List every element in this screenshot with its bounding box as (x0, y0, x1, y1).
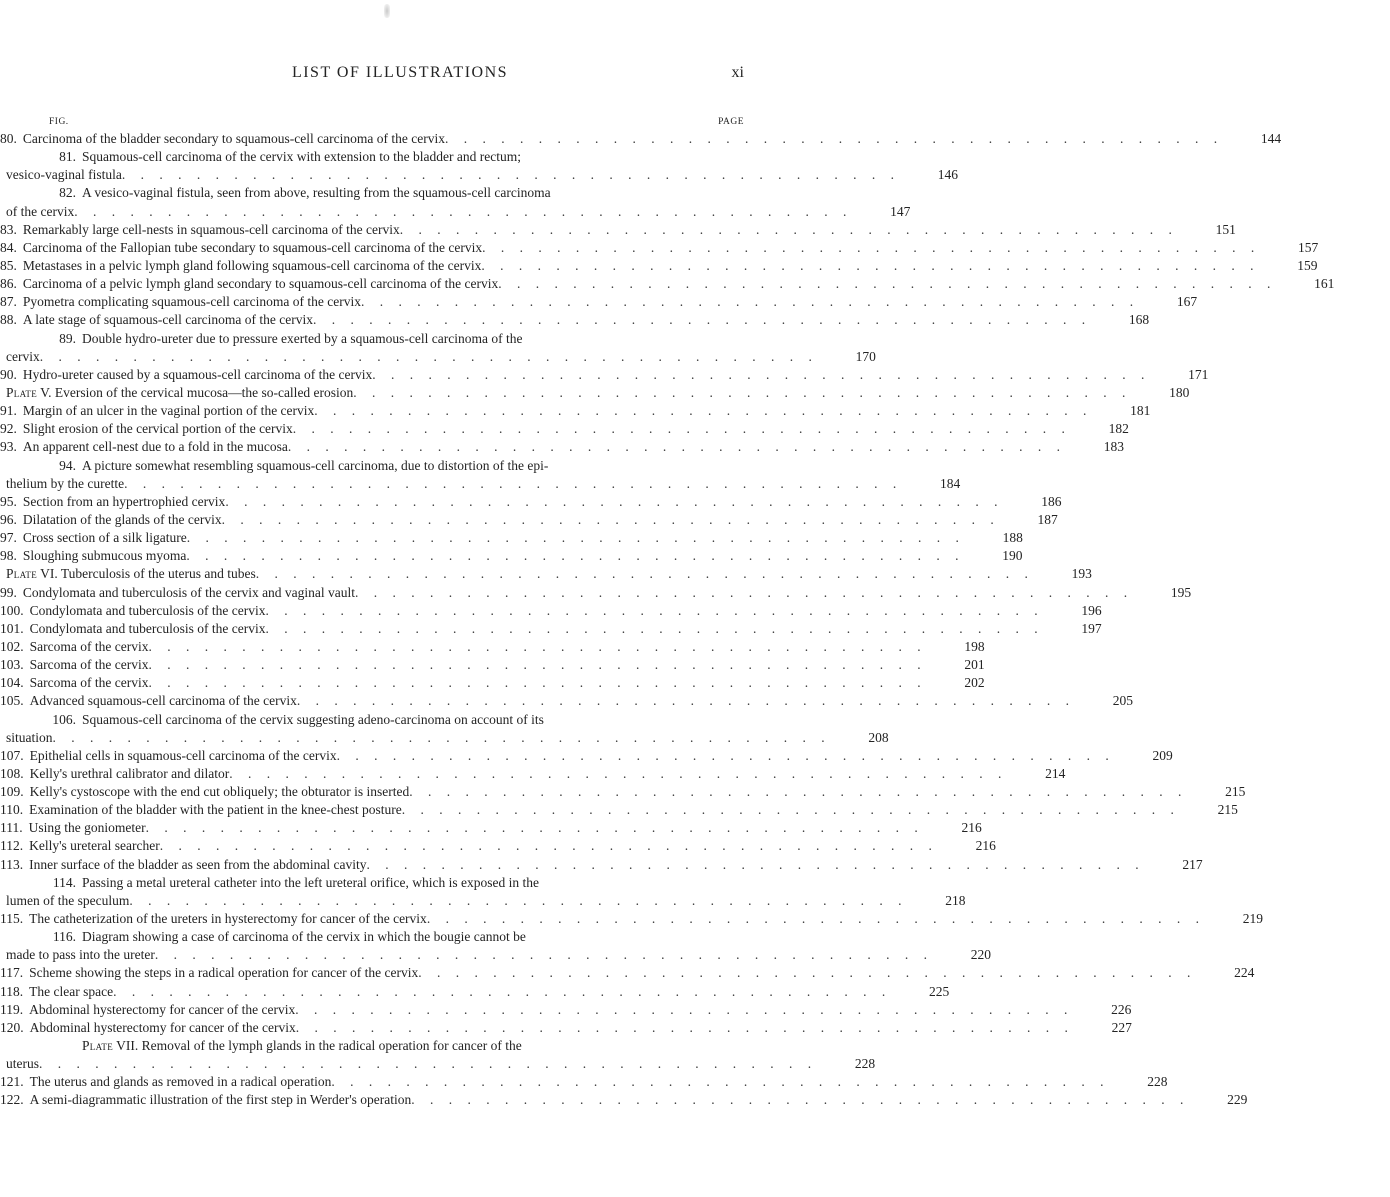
dot-leader: . . . . . . . . . . . . . . . . . . . . . . . . . . . . . . . . . . . . . . . . . . (121, 167, 900, 183)
figure-number: 84. (0, 239, 17, 255)
page-reference: 146 (937, 167, 958, 183)
dot-leader: . . . . . . . . . . . . . . . . . . . . . . . . . . . . . . . . . . . . . . . . . . (129, 892, 908, 908)
dot-leader: . . . . . . . . . . . . . . . . . . . . . . . . . . . . . . . . . . . . . . . . . . (265, 620, 1044, 636)
page-title: LIST OF ILLUSTRATIONS (291, 64, 509, 81)
figure-number: 111. (0, 820, 23, 836)
list-item (0, 402, 1151, 420)
figure-caption: Metastases in a pelvic lymph gland following squamous-cell carcinoma of the cervix (22, 257, 482, 273)
list-item (0, 475, 961, 493)
dot-leader: . . . . . . . . . . . . . . . . . . . . . . . . . . . . . . . . . . . . . . . . . . (229, 765, 1008, 781)
figure-caption: Pyometra complicating squamous-cell carcinoma of the cervix (22, 294, 362, 310)
list-item (0, 275, 1335, 293)
figure-caption: Sloughing submucous myoma (22, 548, 187, 564)
figure-caption: Sarcoma of the cervix (29, 675, 149, 691)
dot-leader: . . . . . . . . . . . . . . . . . . . . . . . . . . . . . . . . . . . . . . . . . . (145, 820, 924, 836)
figure-caption: situation (6, 729, 53, 745)
page-reference: 202 (964, 675, 985, 691)
figure-number: 82. (59, 185, 76, 201)
page-reference: 219 (1242, 911, 1263, 927)
list-item (0, 457, 800, 475)
list-item (0, 547, 1023, 565)
page-reference: 228 (854, 1056, 876, 1072)
list-item (0, 529, 1023, 547)
figure-caption: Abdominal hysterectomy for cancer of the cervix (29, 1001, 296, 1017)
page-reference: 215 (1225, 784, 1246, 800)
figure-number: 89. (59, 330, 76, 346)
page-reference: 151 (1215, 221, 1236, 237)
figure-number: 105. (0, 693, 24, 709)
figure-number: 83. (0, 221, 17, 237)
figure-number: 91. (0, 403, 17, 419)
dot-leader: . . . . . . . . . . . . . . . . . . . . . . . . . . . . . . . . . . . . . . . . . . (444, 131, 1224, 146)
figure-number: 86. (0, 276, 17, 292)
dot-leader: . . . . . . . . . . . . . . . . . . . . . . . . . . . . . . . . . . . . . . . . . . (355, 584, 1134, 600)
page-reference: 201 (964, 657, 985, 673)
list-item (0, 584, 1192, 602)
dot-leader: . . . . . . . . . . . . . . . . . . . . . . . . . . . . . . . . . . . . . . . . . . (186, 548, 965, 564)
dot-leader: . . . . . . . . . . . . . . . . . . . . . . . . . . . . . . . . . . . . . . . . . . (296, 693, 1076, 709)
figure-caption: Carcinoma of a pelvic lymph gland secondary to squamous-cell carcinoma of the cervix (22, 276, 499, 292)
page-reference: 217 (1182, 856, 1203, 872)
list-item (0, 311, 1150, 329)
list-item (0, 620, 1102, 638)
figure-caption: Double hydro-ureter due to pressure exerted by a squamous-cell carcinoma of the (82, 330, 523, 346)
figure-caption: Passing a metal ureteral catheter into the left ureteral orifice, which is exposed in the (82, 874, 539, 890)
list-item (0, 874, 800, 892)
list-item (0, 366, 1209, 384)
page-reference: 197 (1081, 620, 1102, 636)
dot-leader: . . . . . . . . . . . . . . . . . . . . . . . . . . . . . . . . . . . . . . . . . . (295, 1019, 1074, 1035)
page-reference: 196 (1081, 602, 1102, 618)
figure-caption: Examination of the bladder with the patient in the knee-chest posture (29, 802, 402, 818)
dot-leader: . . . . . . . . . . . . . . . . . . . . . . . . . . . . . . . . . . . . . . . . . . (481, 257, 1260, 273)
figure-number: 108. (0, 765, 24, 781)
list-item (0, 837, 996, 855)
figure-number: 107. (0, 747, 24, 763)
list-item (0, 239, 1319, 257)
figure-caption: Kelly's cystoscope with the end cut obliquely; the obturator is inserted (29, 784, 410, 800)
page-reference: 225 (928, 983, 950, 999)
figure-number: 92. (0, 421, 17, 437)
figure-caption: Inner surface of the bladder as seen from the abdominal cavity (29, 856, 367, 872)
figure-number: 119. (0, 1001, 24, 1017)
figure-caption: Dilatation of the glands of the cervix (22, 511, 222, 527)
page-reference: 227 (1111, 1019, 1132, 1035)
dot-leader: . . . . . . . . . . . . . . . . . . . . . . . . . . . . . . . . . . . . . . . . . . (418, 965, 1197, 981)
list-item (0, 565, 1092, 583)
page-reference: 190 (1002, 548, 1023, 564)
page-reference: 188 (1002, 530, 1023, 546)
figure-number: 113. (0, 856, 24, 872)
figure-caption: Sarcoma of the cervix (29, 657, 149, 673)
figure-caption: vesico-vaginal fistula (6, 167, 122, 183)
dot-leader: . . . . . . . . . . . . . . . . . . . . . . . . . . . . . . . . . . . . . . . . . . (331, 1074, 1110, 1090)
page-reference: 182 (1108, 421, 1129, 437)
figure-number: 95. (0, 493, 17, 509)
page-reference: 228 (1147, 1074, 1168, 1090)
list-item (0, 1019, 1132, 1037)
page-reference: 193 (1071, 566, 1092, 582)
figure-number: 100. (0, 602, 24, 618)
page-reference: 161 (1314, 276, 1335, 292)
list-item (0, 692, 1134, 710)
figure-caption: Cross section of a silk ligature (22, 530, 187, 546)
figure-number: 114. (52, 874, 76, 890)
figure-caption: A picture somewhat resembling squamous-cell carcinoma, due to distortion of the epi- (82, 457, 549, 473)
page-reference: 229 (1227, 1092, 1248, 1108)
figure-number: 122. (0, 1092, 24, 1108)
dot-leader: . . . . . . . . . . . . . . . . . . . . . . . . . . . . . . . . . . . . . . . . . . (399, 221, 1178, 237)
list-item (0, 964, 1255, 982)
figure-number: 101. (0, 620, 24, 636)
figure-caption: Kelly's ureteral searcher (29, 838, 160, 854)
figure-number: 109. (0, 784, 24, 800)
list-item (0, 602, 1102, 620)
list-item (0, 384, 1190, 402)
figure-number: 117. (0, 965, 24, 981)
list-item (0, 801, 1238, 819)
dot-leader: . . . . . . . . . . . . . . . . . . . . . . . . . . . . . . . . . . . . . . . . . . (148, 638, 927, 654)
dot-leader: . . . . . . . . . . . . . . . . . . . . . . . . . . . . . . . . . . . . . . . . . . (287, 439, 1067, 455)
figure-number: 115. (0, 911, 24, 927)
page-reference: 144 (1260, 131, 1282, 146)
dot-leader: . . . . . . . . . . . . . . . . . . . . . . . . . . . . . . . . . . . . . . . . . . (366, 856, 1145, 872)
figure-caption: Carcinoma of the Fallopian tube secondary to squamous-cell carcinoma of the cervix (22, 239, 483, 255)
figure-caption: lumen of the speculum (6, 892, 130, 908)
figure-caption: Plate VI. Tuberculosis of the uterus and tubes (6, 566, 256, 582)
figure-caption: Epithelial cells in squamous-cell carcinoma of the cervix (29, 747, 337, 763)
list-item (0, 348, 876, 366)
dot-leader: . . . . . . . . . . . . . . . . . . . . . . . . . . . . . . . . . . . . . . . . . . (353, 384, 1132, 400)
figure-caption: of the cervix (6, 203, 75, 219)
page-reference: 209 (1152, 747, 1173, 763)
figure-caption: Abdominal hysterectomy for cancer of the cervix (29, 1019, 296, 1035)
figure-caption: Section from an hypertrophied cervix (22, 493, 226, 509)
list-item (0, 656, 985, 674)
page-reference: 171 (1188, 366, 1209, 382)
dot-leader: . . . . . . . . . . . . . . . . . . . . . . . . . . . . . . . . . . . . . . . . . . (113, 983, 892, 999)
figure-number: 112. (0, 838, 24, 854)
dot-leader: . . . . . . . . . . . . . . . . . . . . . . . . . . . . . . . . . . . . . . . . . . (124, 475, 903, 491)
dot-leader: . . . . . . . . . . . . . . . . . . . . . . . . . . . . . . . . . . . . . . . . . . (314, 403, 1093, 419)
list-item (0, 293, 1198, 311)
list-item (0, 493, 1062, 511)
figure-caption: The clear space (29, 983, 114, 999)
dot-leader: . . . . . . . . . . . . . . . . . . . . . . . . . . . . . . . . . . . . . . . . . . (336, 747, 1115, 763)
dot-leader: . . . . . . . . . . . . . . . . . . . . . . . . . . . . . . . . . . . . . . . . . . (74, 203, 853, 219)
list-item (0, 1055, 876, 1073)
list-item (0, 1091, 1248, 1109)
page-reference: 147 (890, 203, 911, 219)
dot-leader: . . . . . . . . . . . . . . . . . . . . . . . . . . . . . . . . . . . . . . . . . . (39, 348, 818, 364)
page-reference: 181 (1130, 403, 1151, 419)
figure-number: 93. (0, 439, 17, 455)
page-reference: 216 (961, 820, 982, 836)
list-item (0, 856, 1203, 874)
figure-caption: Condylomata and tuberculosis of the cervix (29, 620, 266, 636)
figure-caption: Condylomata and tuberculosis of the cervix (29, 602, 266, 618)
list-item (0, 946, 991, 964)
list-item (0, 928, 800, 946)
dot-leader: . . . . . . . . . . . . . . . . . . . . . . . . . . . . . . . . . . . . . . . . . . (498, 276, 1277, 292)
list-item (0, 638, 985, 656)
list-item (0, 747, 1173, 765)
list-item (0, 892, 966, 910)
illustration-list (0, 130, 1335, 1110)
figure-caption: cervix (6, 348, 40, 364)
figure-number: 81. (59, 149, 76, 165)
figure-caption: Margin of an ulcer in the vaginal portion of the cervix (22, 403, 315, 419)
dot-leader: . . . . . . . . . . . . . . . . . . . . . . . . . . . . . . . . . . . . . . . . . . (148, 657, 927, 673)
figure-caption: Kelly's urethral calibrator and dilator (29, 765, 230, 781)
figure-number: 96. (0, 511, 17, 527)
figure-caption: Using the goniometer (28, 820, 146, 836)
page-reference: 220 (970, 947, 991, 963)
page-reference: 187 (1037, 511, 1058, 527)
dot-leader: . . . . . . . . . . . . . . . . . . . . . . . . . . . . . . . . . . . . . . . . . . (411, 1092, 1190, 1108)
figure-number: 118. (0, 983, 24, 999)
figure-number: 103. (0, 657, 24, 673)
figure-number: 97. (0, 530, 17, 546)
list-item (0, 511, 1058, 529)
list-item (0, 420, 1129, 438)
list-item (0, 166, 958, 184)
figure-number: 110. (0, 802, 24, 818)
dot-leader: . . . . . . . . . . . . . . . . . . . . . . . . . . . . . . . . . . . . . . . . . . (186, 530, 965, 546)
figure-caption: A vesico-vaginal fistula, seen from above, resulting from the squamous-cell carcinoma (82, 185, 551, 201)
page-reference: 205 (1112, 693, 1134, 709)
dot-leader: . . . . . . . . . . . . . . . . . . . . . . . . . . . . . . . . . . . . . . . . . . (401, 802, 1180, 818)
figure-caption: Scheme showing the steps in a radical operation for cancer of the cervix (29, 965, 419, 981)
page-reference: 167 (1176, 294, 1198, 310)
dot-leader: . . . . . . . . . . . . . . . . . . . . . . . . . . . . . . . . . . . . . . . . . . (361, 294, 1140, 310)
page-reference: 157 (1297, 239, 1319, 255)
figure-caption: Slight erosion of the cervical portion of the cervix (22, 421, 293, 437)
figure-caption: Squamous-cell carcinoma of the cervix suggesting adeno-carcinoma on account of its (82, 711, 544, 727)
figure-caption: uterus (6, 1056, 39, 1072)
figure-number: 85. (0, 257, 17, 273)
dot-leader: . . . . . . . . . . . . . . . . . . . . . . . . . . . . . . . . . . . . . . . . . . (313, 312, 1092, 328)
list-item (0, 184, 800, 202)
dot-leader: . . . . . . . . . . . . . . . . . . . . . . . . . . . . . . . . . . . . . . . . . . (426, 911, 1205, 927)
page-reference: 186 (1041, 493, 1062, 509)
dot-leader: . . . . . . . . . . . . . . . . . . . . . . . . . . . . . . . . . . . . . . . . . . (225, 493, 1004, 509)
figure-number: 94. (59, 457, 76, 473)
page-reference: 184 (939, 475, 961, 491)
figure-number: 120. (0, 1019, 24, 1035)
figure-caption: Carcinoma of the bladder secondary to squamous-cell carcinoma of the cervix (22, 131, 445, 146)
list-item (0, 910, 1263, 928)
column-header-fig: FIG. (49, 117, 69, 127)
figure-caption: Advanced squamous-cell carcinoma of the cervix (29, 693, 297, 709)
dot-leader: . . . . . . . . . . . . . . . . . . . . . . . . . . . . . . . . . . . . . . . . . . (154, 947, 933, 963)
figure-caption: Plate VII. Removal of the lymph glands in the radical operation for cancer of the (82, 1038, 522, 1054)
figure-caption: thelium by the curette (6, 475, 125, 491)
figure-caption: Plate V. Eversion of the cervical mucosa—the so-called erosion (6, 384, 354, 400)
figure-caption: A semi-diagrammatic illustration of the first step in Werder's operation (29, 1092, 412, 1108)
dot-leader: . . . . . . . . . . . . . . . . . . . . . . . . . . . . . . . . . . . . . . . . . . (255, 566, 1034, 582)
list-item (0, 221, 1236, 239)
page-reference: 195 (1170, 584, 1192, 600)
page-mark (384, 4, 390, 18)
dot-leader: . . . . . . . . . . . . . . . . . . . . . . . . . . . . . . . . . . . . . . . . . . (372, 366, 1151, 382)
list-item (0, 203, 911, 221)
dot-leader: . . . . . . . . . . . . . . . . . . . . . . . . . . . . . . . . . . . . . . . . . . (292, 421, 1071, 437)
list-item (0, 983, 950, 1001)
list-item (0, 1037, 800, 1055)
dot-leader: . . . . . . . . . . . . . . . . . . . . . . . . . . . . . . . . . . . . . . . . . . (265, 602, 1044, 618)
figure-number: 98. (0, 548, 17, 564)
figure-number: 106. (52, 711, 76, 727)
list-item (0, 148, 800, 166)
dot-leader: . . . . . . . . . . . . . . . . . . . . . . . . . . . . . . . . . . . . . . . . . . (221, 511, 1000, 527)
figure-number: 80. (0, 131, 17, 146)
list-item (0, 438, 1125, 456)
figure-number: 104. (0, 675, 24, 691)
list-item (0, 1001, 1132, 1019)
list-item (0, 819, 982, 837)
dot-leader: . . . . . . . . . . . . . . . . . . . . . . . . . . . . . . . . . . . . . . . . . . (482, 239, 1261, 255)
dot-leader: . . . . . . . . . . . . . . . . . . . . . . . . . . . . . . . . . . . . . . . . . . (52, 729, 831, 745)
list-item (0, 674, 985, 692)
figure-number: 88. (0, 312, 17, 328)
dot-leader: . . . . . . . . . . . . . . . . . . . . . . . . . . . . . . . . . . . . . . . . . . (159, 838, 938, 854)
page-reference: 198 (964, 638, 985, 654)
dot-leader: . . . . . . . . . . . . . . . . . . . . . . . . . . . . . . . . . . . . . . . . . . (148, 675, 927, 691)
page-reference: 214 (1045, 765, 1066, 781)
page-number: xi (731, 64, 744, 81)
page-reference: 224 (1234, 965, 1255, 981)
page-reference: 218 (945, 892, 966, 908)
page-reference: 170 (855, 348, 876, 364)
list-item (0, 257, 1318, 275)
page-reference: 208 (868, 729, 889, 745)
figure-number: 121. (0, 1074, 24, 1090)
figure-number: 99. (0, 584, 17, 600)
figure-caption: made to pass into the ureter (6, 947, 155, 963)
page-reference: 183 (1103, 439, 1125, 455)
list-item (0, 729, 889, 747)
list-item (0, 330, 800, 348)
list-item (0, 130, 1282, 148)
figure-caption: The uterus and glands as removed in a radical operation (29, 1074, 332, 1090)
page-reference: 226 (1111, 1001, 1132, 1017)
page-reference: 215 (1217, 802, 1238, 818)
figure-caption: A late stage of squamous-cell carcinoma of the cervix (22, 312, 314, 328)
figure-caption: An apparent cell-nest due to a fold in the mucosa (22, 439, 288, 455)
dot-leader: . . . . . . . . . . . . . . . . . . . . . . . . . . . . . . . . . . . . . . . . . . (295, 1001, 1074, 1017)
page-reference: 180 (1169, 384, 1190, 400)
figure-caption: Hydro-ureter caused by a squamous-cell carcinoma of the cervix (22, 366, 373, 382)
figure-caption: Squamous-cell carcinoma of the cervix with extension to the bladder and rectum; (82, 149, 521, 165)
list-item (0, 711, 800, 729)
dot-leader: . . . . . . . . . . . . . . . . . . . . . . . . . . . . . . . . . . . . . . . . . . (409, 784, 1188, 800)
dot-leader: . . . . . . . . . . . . . . . . . . . . . . . . . . . . . . . . . . . . . . . . . . (39, 1056, 818, 1072)
figure-caption: The catheterization of the ureters in hysterectomy for cancer of the cervix (29, 911, 427, 927)
column-header-page: PAGE (718, 117, 744, 127)
page-reference: 168 (1128, 312, 1150, 328)
list-item (0, 1073, 1168, 1091)
figure-caption: Condylomata and tuberculosis of the cervix and vaginal vault (22, 584, 356, 600)
figure-number: 116. (52, 929, 76, 945)
figure-number: 90. (0, 366, 17, 382)
figure-caption: Sarcoma of the cervix (29, 638, 149, 654)
figure-caption: Diagram showing a case of carcinoma of the cervix in which the bougie cannot be (82, 929, 526, 945)
figure-number: 102. (0, 638, 24, 654)
figure-number: 87. (0, 294, 17, 310)
page-reference: 159 (1297, 257, 1318, 273)
figure-caption: Remarkably large cell-nests in squamous-cell carcinoma of the cervix (22, 221, 400, 237)
page-reference: 216 (975, 838, 996, 854)
list-item (0, 765, 1066, 783)
list-item (0, 783, 1246, 801)
